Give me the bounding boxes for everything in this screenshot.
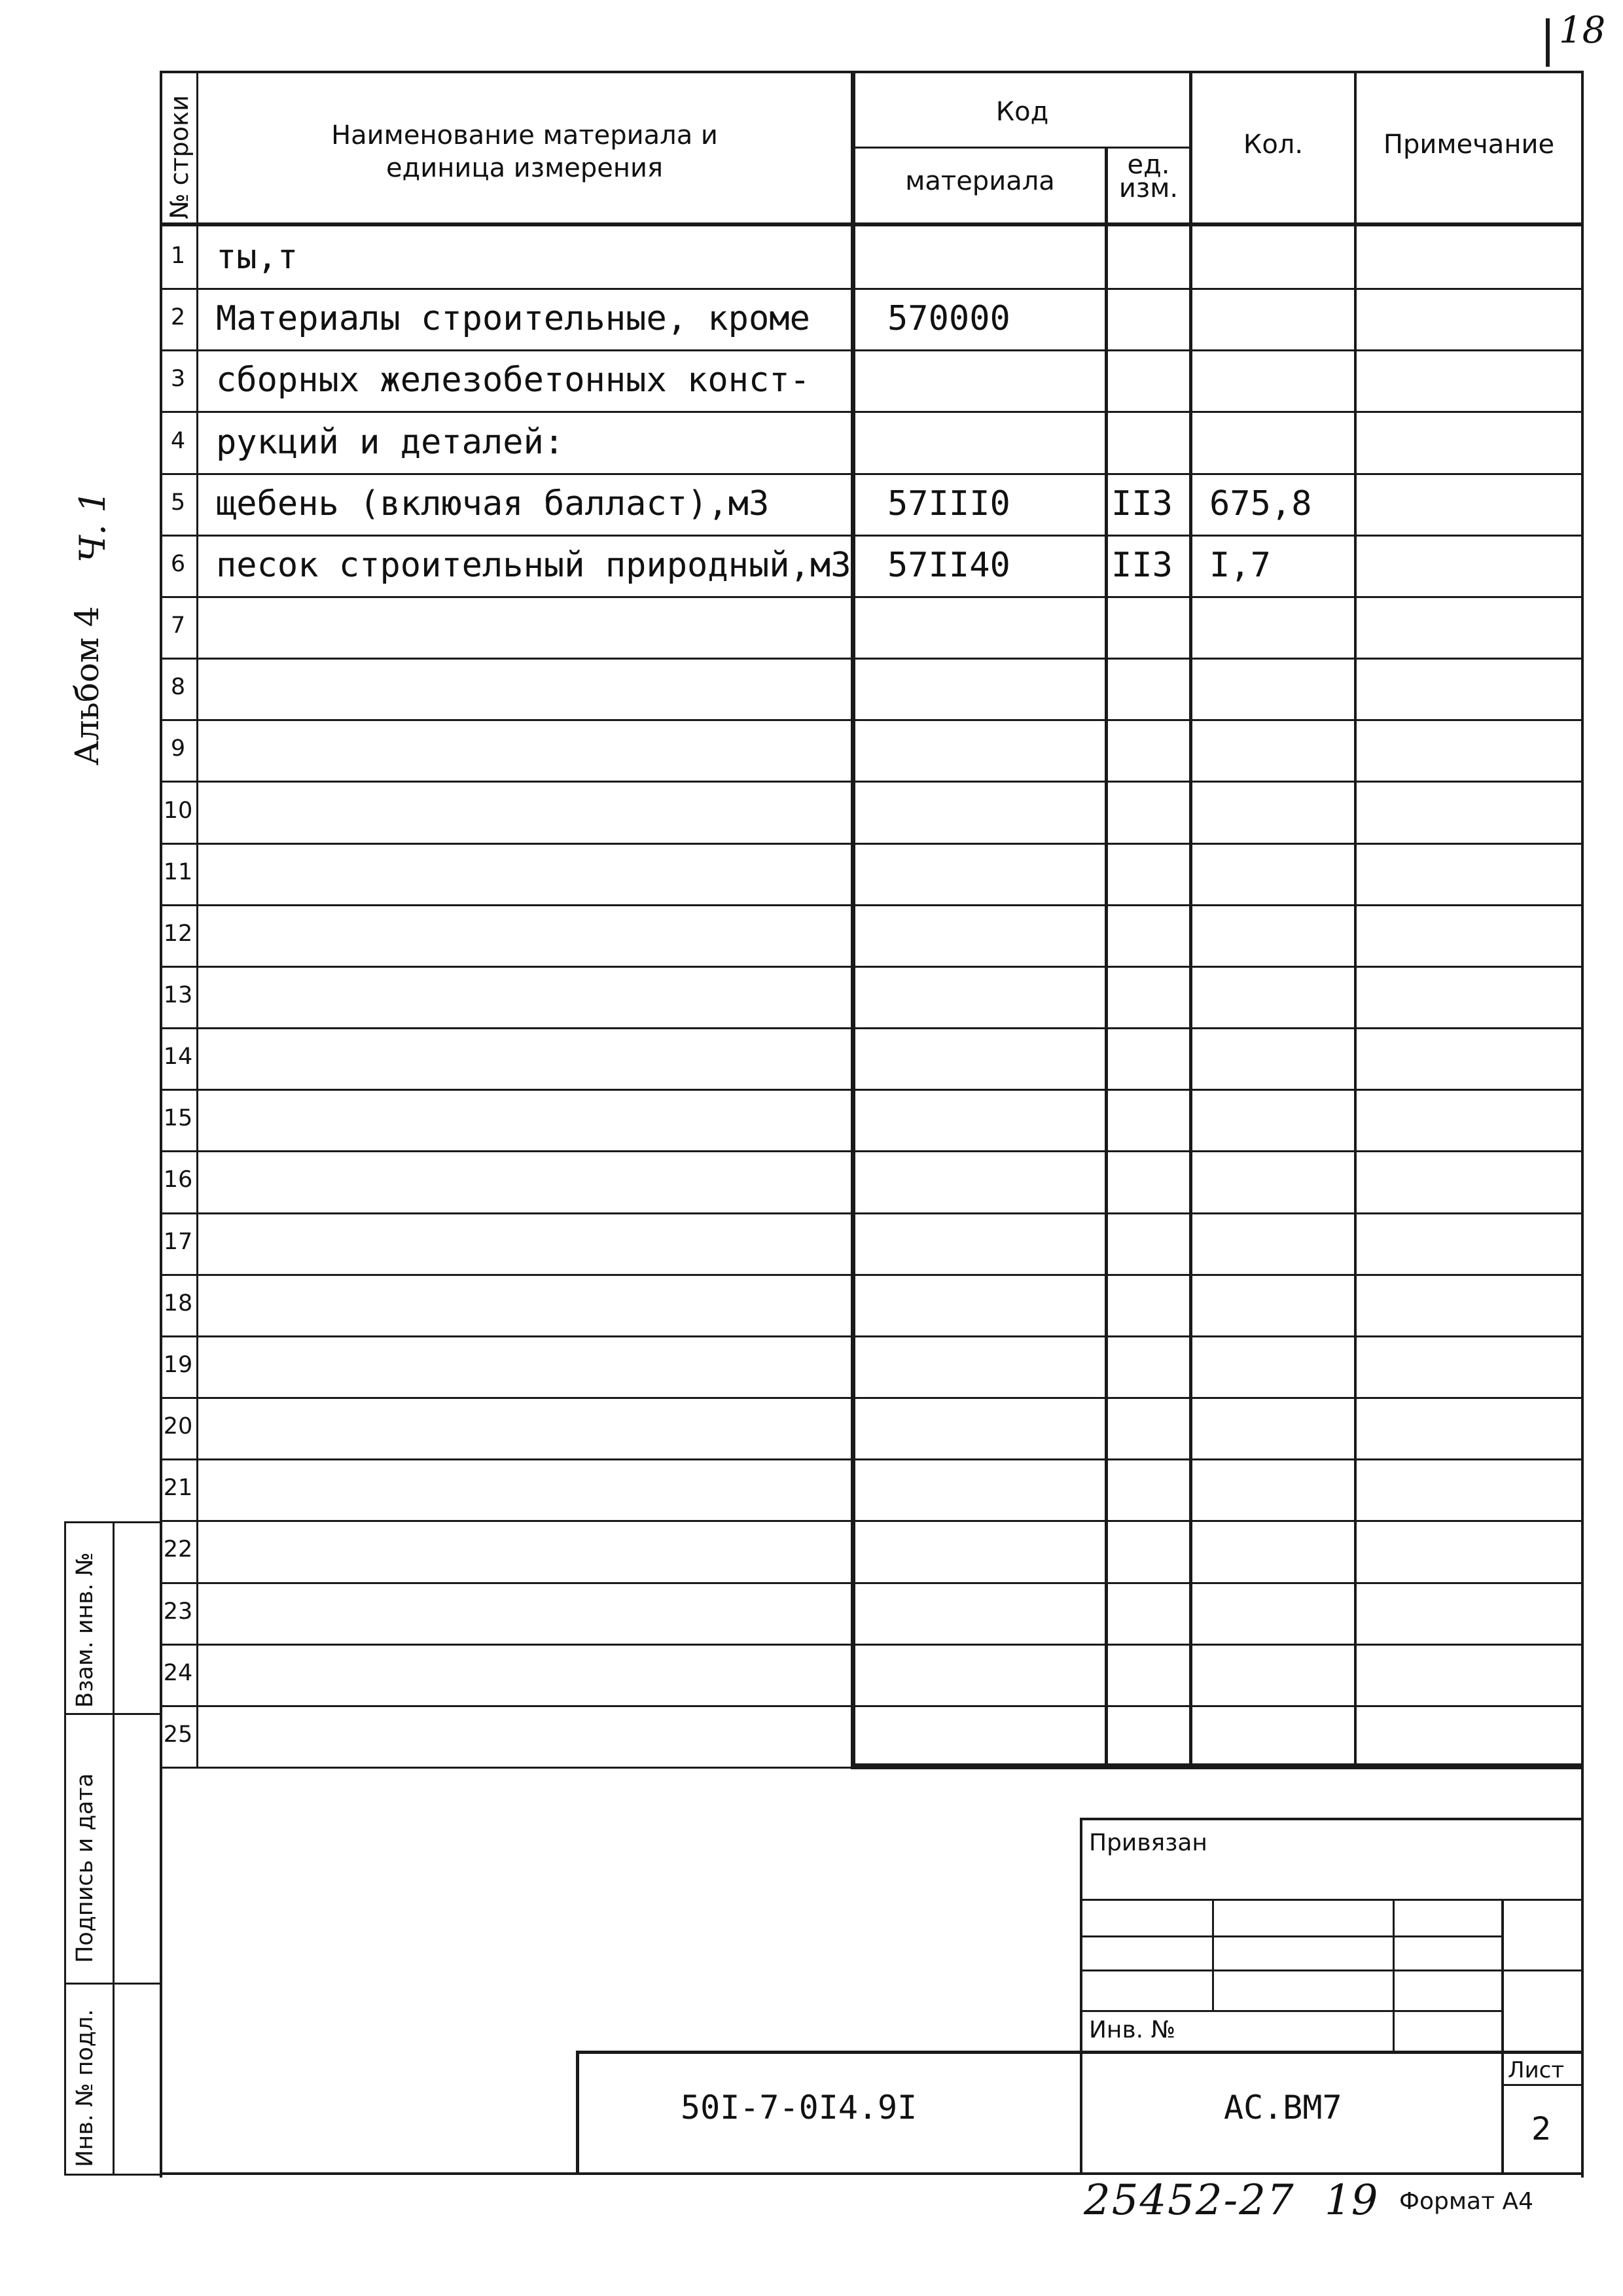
stamp-sheet-label: Лист [1508,2057,1565,2083]
album-note: Альбом 4 [68,606,106,766]
row-quantity: 675,8 [1209,484,1312,523]
row-name: сборных железобетонных конст- [216,361,810,400]
label-vzam-inv: Взам. инв. № [72,1552,98,1708]
format-label: Формат А4 [1399,2188,1534,2215]
row-number: 22 [163,1536,193,1563]
stamp-doc-code: 50I-7-0I4.9I [681,2089,918,2127]
row-number: 6 [170,551,186,577]
row-number: 11 [163,859,193,885]
row-number: 21 [163,1475,193,1501]
row-unit-code: II3 [1111,546,1173,585]
row-number: 7 [170,612,186,639]
row-number: 16 [163,1167,193,1193]
row-number: 23 [163,1598,193,1625]
row-number: 12 [163,921,193,947]
row-number: 18 [163,1290,193,1316]
row-number: 14 [163,1044,193,1070]
row-divider [160,349,1584,351]
archive-sheet: 19 [1325,2176,1378,2225]
stamp-doc-mark: АС.ВМ7 [1224,2089,1342,2127]
row-divider [160,719,1584,721]
row-divider [160,781,1584,783]
row-divider [160,288,1584,290]
row-number: 19 [163,1352,193,1378]
header-name-line1: Наименование материала и [331,120,718,150]
row-quantity: I,7 [1209,546,1271,585]
row-divider [160,411,1584,413]
row-divider [160,1644,1584,1646]
row-material-code: 57III0 [887,484,1010,523]
row-divider [160,904,1584,906]
corner-tick [1546,18,1550,67]
row-divider [160,535,1584,537]
row-divider [160,1458,1584,1460]
row-divider [160,473,1584,475]
corner-page-number: 18 [1559,9,1606,52]
label-podpis-data: Подпись и дата [72,1773,98,1963]
row-divider [160,1705,1584,1707]
stamp-privyazan: Привязан [1089,1829,1207,1856]
row-name: рукций и деталей: [216,423,565,462]
row-name: ты,т [216,238,298,277]
header-row-number: № строки [165,95,194,219]
row-name: Материалы строительные, кроме [216,299,810,338]
header-code-unit-line1: ед. [1127,150,1170,180]
stamp-inv-no: Инв. № [1089,2017,1176,2043]
row-divider [160,966,1584,968]
header-code: Код [995,97,1049,127]
album-part: Ч. 1 [72,490,113,563]
stamp-sheet-number: 2 [1531,2111,1552,2147]
row-number: 17 [163,1229,193,1255]
archive-number: 25452-27 [1084,2176,1295,2225]
row-number: 25 [163,1722,193,1748]
header-code-material: материала [905,166,1055,196]
row-unit-code: II3 [1111,484,1173,523]
row-divider [160,1520,1584,1522]
row-number: 10 [163,798,193,824]
row-name: щебень (включая балласт),м3 [216,484,770,523]
row-number: 4 [170,428,186,454]
row-divider [160,596,1584,598]
row-divider [160,1582,1584,1584]
row-number: 3 [170,366,186,392]
row-divider [160,1335,1584,1337]
row-number: 20 [163,1413,193,1439]
row-number: 13 [163,982,193,1008]
row-number: 2 [170,304,186,330]
row-divider [160,1212,1584,1214]
row-divider [160,658,1584,660]
header-note: Примечание [1383,130,1555,160]
row-number: 15 [163,1105,193,1131]
row-divider [160,843,1584,845]
row-name: песок строительный природный,м3 [216,546,851,585]
row-number: 24 [163,1660,193,1686]
row-divider [160,1089,1584,1091]
row-number: 8 [170,674,186,700]
row-material-code: 570000 [887,299,1010,338]
row-number: 1 [170,243,186,269]
header-code-unit-line2: изм. [1118,173,1179,203]
row-number: 5 [170,489,186,516]
row-divider [160,1150,1584,1152]
row-material-code: 57II40 [887,546,1010,585]
row-divider [160,1274,1584,1276]
row-divider [160,1027,1584,1029]
header-quantity: Кол. [1243,130,1304,160]
row-number: 9 [170,735,186,762]
header-name-line2: единица измерения [385,153,664,183]
row-divider [160,1397,1584,1399]
label-inv-podl: Инв. № подл. [72,2009,98,2167]
